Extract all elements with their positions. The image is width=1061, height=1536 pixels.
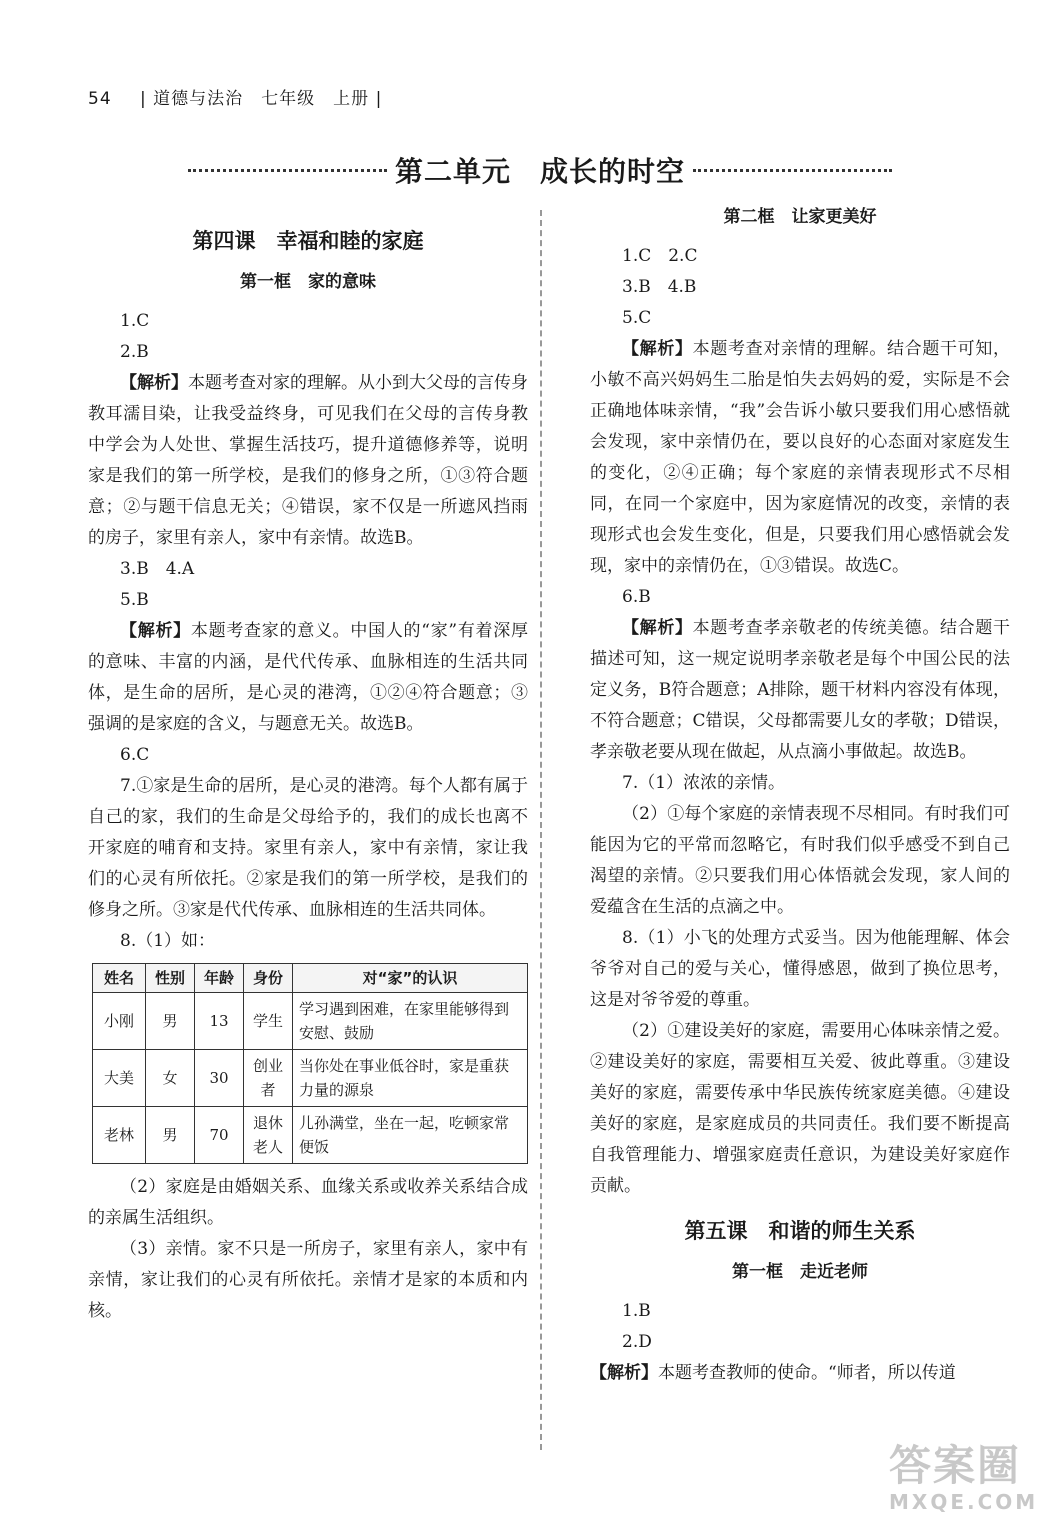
table-row <box>93 1107 528 1164</box>
answer-8: 8.（1）如： <box>120 931 216 951</box>
answer-5: 5.B <box>120 590 149 610</box>
table-cell: 退休老人 <box>244 1107 293 1164</box>
watermark-logo <box>889 1442 1039 1522</box>
answer-1-2: 1.C 2.C <box>622 246 698 266</box>
dotted-rule-right <box>693 169 892 172</box>
analysis-tag: 【解析】 <box>622 618 693 638</box>
table-cell: 男 <box>146 1107 195 1164</box>
answer-1: 1.B <box>622 1301 651 1321</box>
lesson-title: 第五课 和谐的师生关系 <box>684 1219 916 1243</box>
table-cell: 创业者 <box>244 1050 293 1107</box>
unit-title-text: 第二单元 成长的时空 <box>395 155 686 188</box>
unit-title <box>180 150 900 190</box>
table-header-row <box>93 964 528 993</box>
explanation-5 <box>590 334 1010 582</box>
table-cell: 13 <box>195 993 244 1050</box>
table-cell: 男 <box>146 993 195 1050</box>
table-cell: 女 <box>146 1050 195 1107</box>
table-cell: 学习遇到困难，在家里能够得到安慰、鼓励 <box>293 993 528 1050</box>
answer-8-2: （2）家庭是由婚姻关系、血缘关系或收养关系结合成的亲属生活组织。 <box>88 1177 528 1228</box>
answer-3-4: 3.B 4.A <box>120 559 195 579</box>
explanation-text: 本题考查对家的理解。从小到大父母的言传身教耳濡目染，让我受益终身，可见我们在父母的言传身教中学会为人处世、掌握生活技巧，提升道德修养等，说明家是我们的第一所学校，是我们的修身之所，①③符合题意；②与题干信息无关；④错误，家不仅是一所遮风挡雨的房子，家里有亲人，家中有亲情。故选B。 <box>88 373 528 548</box>
family-recognition-table <box>92 963 528 1164</box>
answer-5: 5.C <box>622 308 652 328</box>
table-cell: 儿孙满堂，坐在一起，吃顿家常便饭 <box>293 1107 528 1164</box>
answer-8-1: 8.（1）小飞的处理方式妥当。因为他能理解、体会爷爷对自己的爱与关心，懂得感恩，做到了换位思考，这是对爷爷爱的尊重。 <box>590 928 1010 1010</box>
table-header: 身份 <box>244 964 293 993</box>
table-header: 年龄 <box>195 964 244 993</box>
explanation-6 <box>590 613 1010 768</box>
frame-title: 第一框 走近老师 <box>732 1262 868 1282</box>
table-cell: 大美 <box>93 1050 146 1107</box>
explanation-2 <box>88 368 528 554</box>
answer-7-2: （2）①每个家庭的亲情表现不尽相同。有时我们可能因为它的平常而忽略它，有时我们似乎感受不到自己渴望的亲情。②只要我们用心体悟就会发现，家人间的爱蕴含在生活的点滴之中。 <box>590 804 1010 917</box>
answer-8-2: （2）①建设美好的家庭，需要用心体味亲情之爱。②建设美好的家庭，需要相互关爱、彼此尊重。③建设美好的家庭，需要传承中华民族传统家庭美德。④建设美好的家庭，是家庭成员的共同责任。我们要不断提高自我管理能力、增强家庭责任意识，为建设美好家庭作贡献。 <box>590 1021 1010 1196</box>
right-column <box>590 200 1010 1389</box>
book-title: | 道德与法治 七年级 上册 | <box>140 89 383 109</box>
table-row <box>93 1050 528 1107</box>
table-cell: 小刚 <box>93 993 146 1050</box>
answer-6: 6.B <box>622 587 651 607</box>
explanation-text: 本题考查家的意义。中国人的“家”有着深厚的意味、丰富的内涵，是代代传承、血脉相连的生活共同体，是生命的居所，是心灵的港湾，①②④符合题意；③强调的是家庭的含义，与题意无关。故选B。 <box>88 621 528 734</box>
frame-title: 第二框 让家更美好 <box>723 207 877 227</box>
table-header: 性别 <box>146 964 195 993</box>
answer-2: 2.B <box>120 342 149 362</box>
answer-7-1: 7.（1）浓浓的亲情。 <box>622 773 786 793</box>
analysis-tag: 【解析】 <box>622 339 693 359</box>
answer-2: 2.D <box>622 1332 652 1352</box>
table-cell: 当你处在事业低谷时，家是重获力量的源泉 <box>293 1050 528 1107</box>
table-cell: 老林 <box>93 1107 146 1164</box>
explanation-text: 本题考查孝亲敬老的传统美德。结合题干描述可知，这一规定说明孝亲敬老是每个中国公民的法定义务，B符合题意；A排除，题干材料内容没有体现，不符合题意；C错误，父母都需要儿女的孝敬；D错误，孝亲敬老要从现在做起，从点滴小事做起。故选B。 <box>590 618 1011 762</box>
explanation-2 <box>590 1358 1010 1389</box>
answer-7: 7.①家是生命的居所，是心灵的港湾。每个人都有属于自己的家，我们的生命是父母给予的，我们的成长也离不开家庭的哺育和支持。家里有亲人，家中有亲情，家让我们的心灵有所依托。②家是我们的第一所学校，是我们的修身之所。③家是代代传承、血脉相连的生活共同体。 <box>88 776 528 920</box>
column-divider <box>540 210 542 1450</box>
analysis-tag: 【解析】 <box>590 1363 658 1383</box>
answer-3-4: 3.B 4.B <box>622 277 697 297</box>
table-cell: 学生 <box>244 993 293 1050</box>
answer-8-3: （3）亲情。家不只是一所房子，家里有亲人，家中有亲情，家让我们的心灵有所依托。亲情才是家的本质和内核。 <box>88 1239 528 1321</box>
answer-6: 6.C <box>120 745 150 765</box>
analysis-tag: 【解析】 <box>120 621 191 641</box>
lesson-title: 第四课 幸福和睦的家庭 <box>192 229 424 253</box>
table-cell: 70 <box>195 1107 244 1164</box>
explanation-5 <box>88 616 528 740</box>
dotted-rule-left <box>188 169 387 172</box>
table-cell: 30 <box>195 1050 244 1107</box>
page-header <box>88 84 382 109</box>
left-column <box>88 222 528 1327</box>
watermark-text: 答案圈 <box>889 1441 1022 1490</box>
frame-title: 第一框 家的意味 <box>240 272 376 292</box>
table-header: 对“家”的认识 <box>293 964 528 993</box>
explanation-text: 本题考查对亲情的理解。结合题干可知，小敏不高兴妈妈生二胎是怕失去妈妈的爱，实际是不会正确地体味亲情，“我”会告诉小敏只要我们用心感悟就会发现，家中亲情仍在，要以良好的心态面对家庭发生的变化，②④正确；每个家庭的亲情表现形式不尽相同，在同一个家庭中，因为家庭情况的改变，亲情的表现形式也会发生变化，但是，只要我们用心感悟就会发现，家中的亲情仍在，①③错误。故选C。 <box>590 339 1011 576</box>
answer-1: 1.C <box>120 311 150 331</box>
table-row <box>93 993 528 1050</box>
page-number: 54 <box>88 89 112 109</box>
table-header: 姓名 <box>93 964 146 993</box>
watermark-url: MXQE.COM <box>889 1490 1039 1514</box>
analysis-tag: 【解析】 <box>120 373 188 393</box>
explanation-text: 本题考查教师的使命。“师者，所以传道 <box>658 1363 956 1383</box>
